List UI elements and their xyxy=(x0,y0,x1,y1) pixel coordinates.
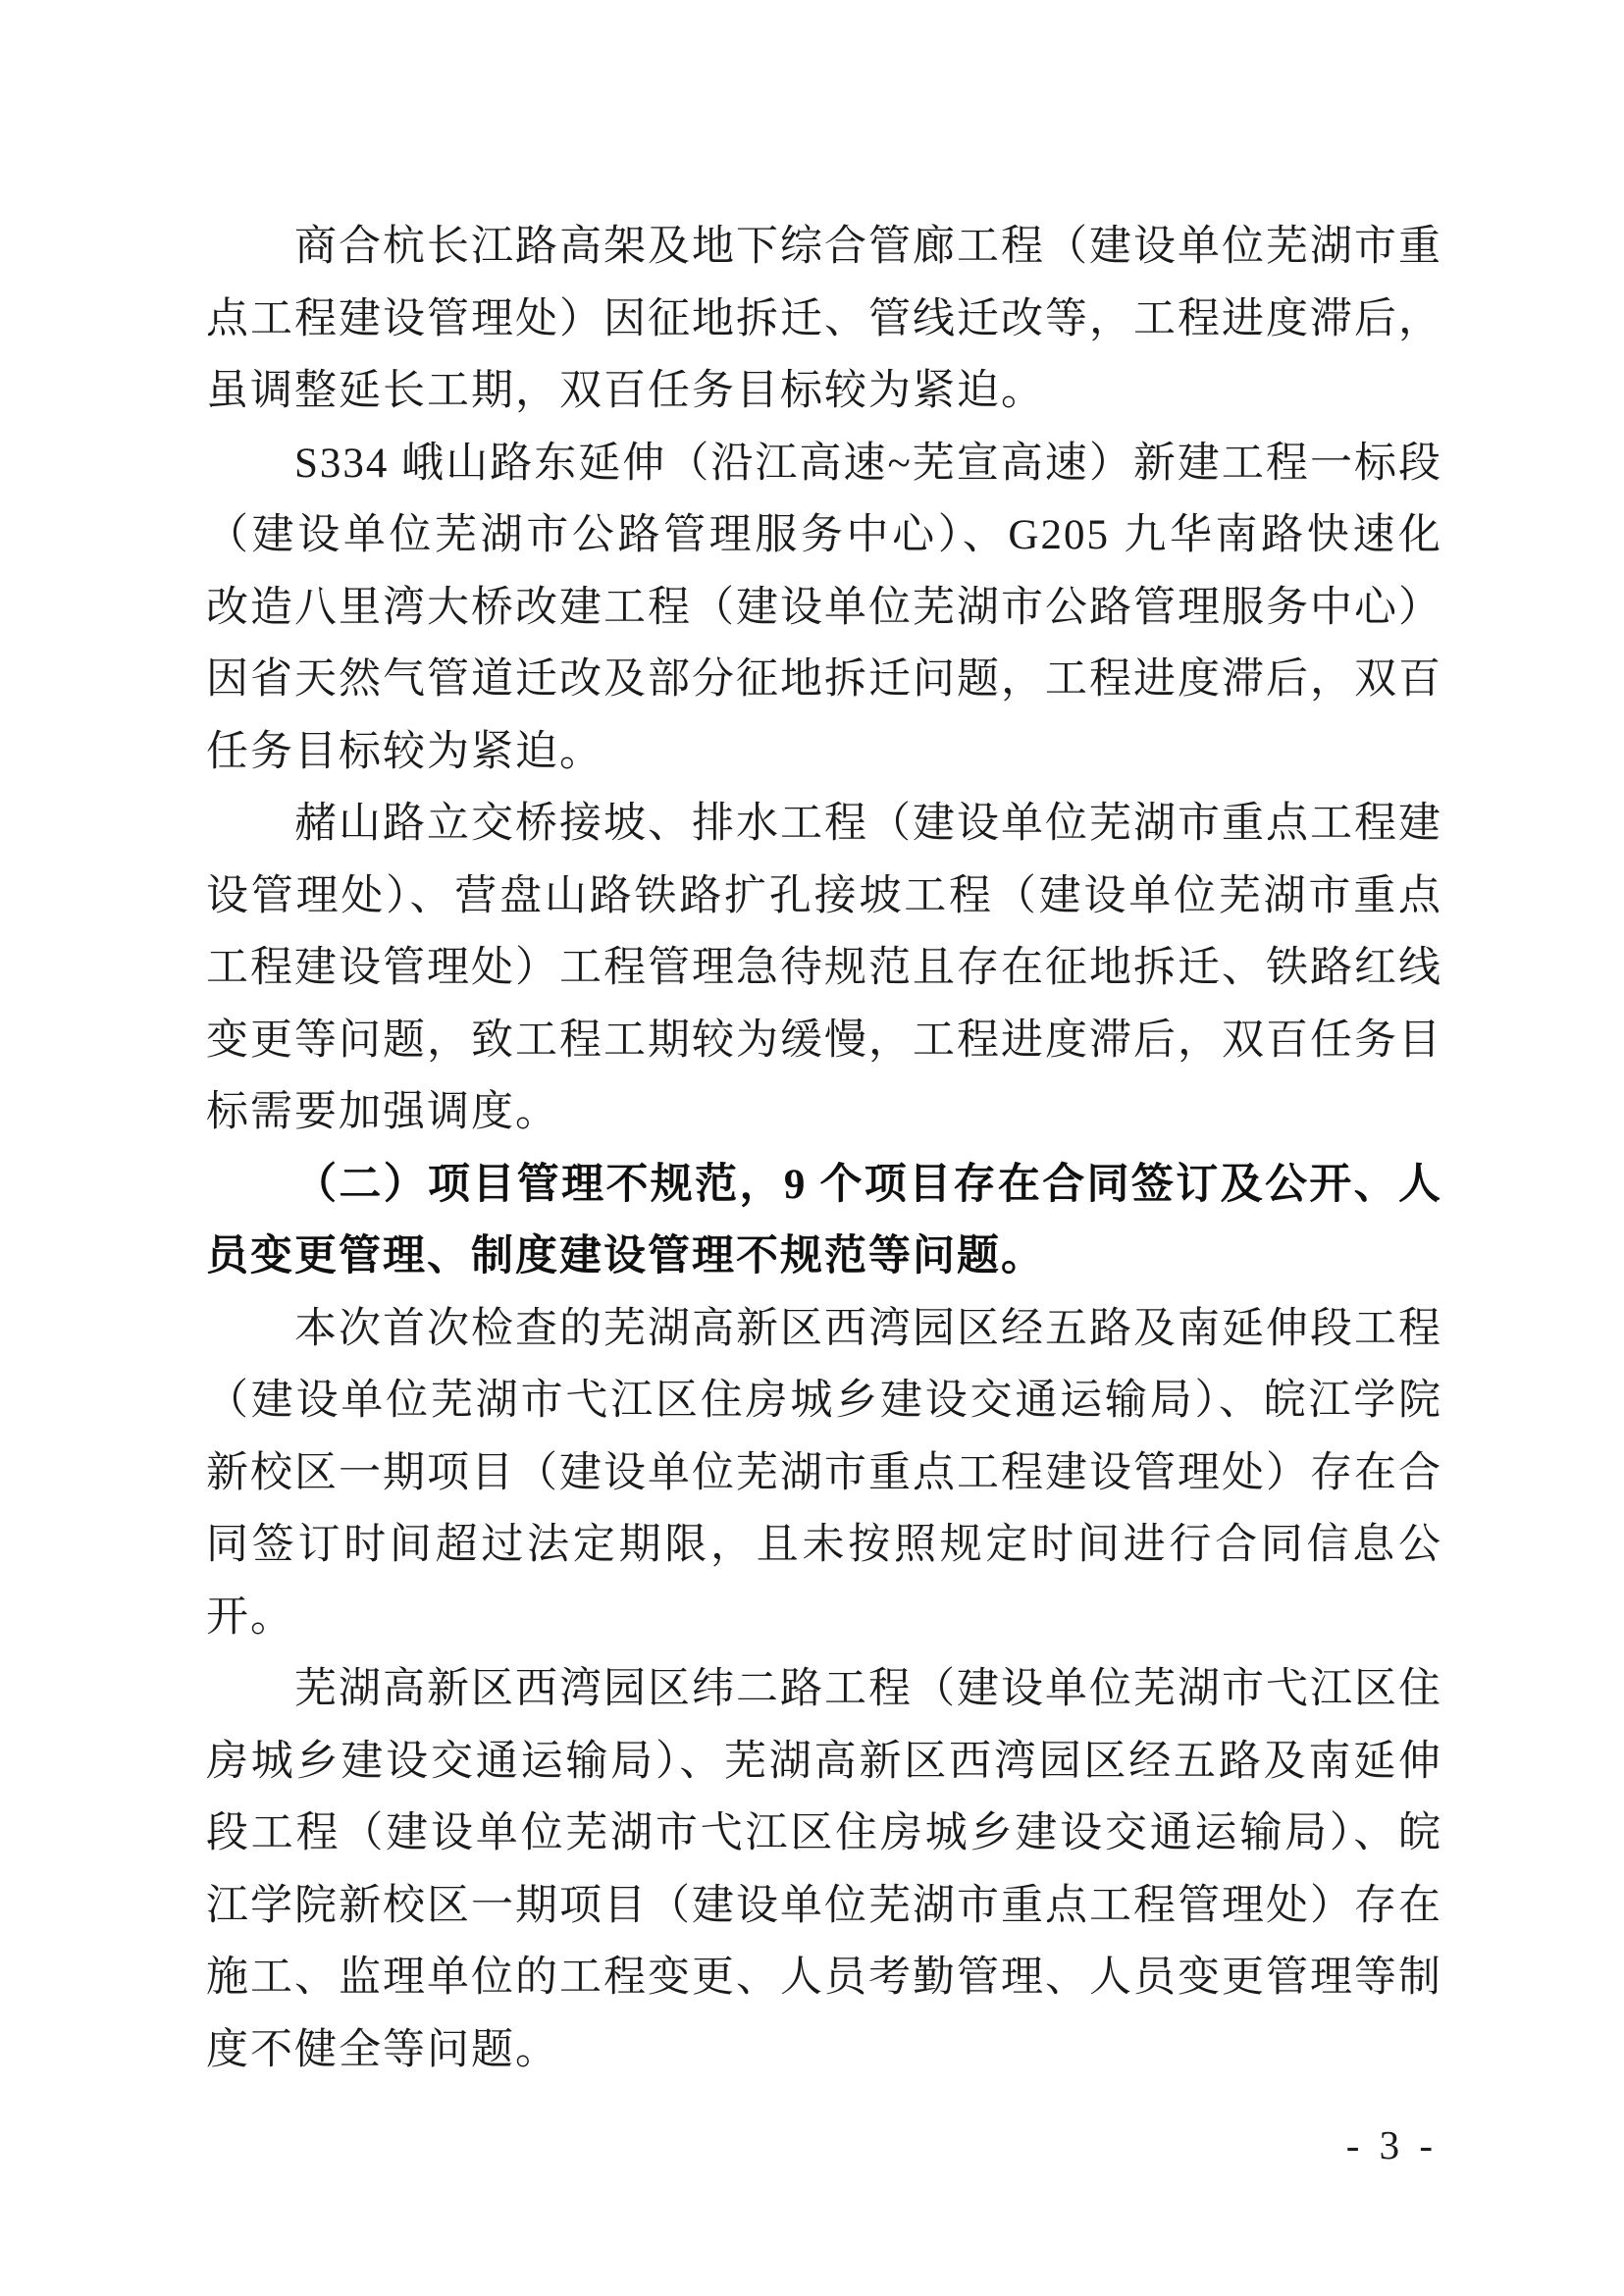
paragraph-management-system-issues: 芜湖高新区西湾园区纬二路工程（建设单位芜湖市弋江区住房城乡建设交通运输局）、芜湖高新区西湾园区经五路及南延伸段工程（建设单位芜湖市弋江区住房城乡建设交通运输局）、皖江学院新校区一期项目（建设单位芜湖市重点工程管理处）存在施工、监理单位的工程变更、人员考勤管理、人员变更管理等制度不健全等问题。 xyxy=(206,1666,1442,2073)
paragraph-contract-signing-issues: 本次首次检查的芜湖高新区西湾园区经五路及南延伸段工程（建设单位芜湖市弋江区住房城乡建设交通运输局）、皖江学院新校区一期项目（建设单位芜湖市重点工程建设管理处）存在合同签订时间超过法定期限，且未按照规定时间进行合同信息公开。 xyxy=(206,1305,1442,1641)
section-heading-2: （二）项目管理不规范，9 个项目存在合同签订及公开、人员变更管理、制度建设管理不规范等问题。 xyxy=(206,1161,1442,1279)
paragraph-s334-g205-projects: S334 峨山路东延伸（沿江高速~芜宣高速）新建工程一标段（建设单位芜湖市公路管理服务中心）、G205 九华南路快速化改造八里湾大桥改建工程（建设单位芜湖市公路管理服务中心）因省天然气管道迁改及部分征地拆迁问题，工程进度滞后，双百任务目标较为紧迫。 xyxy=(206,440,1442,775)
paragraph-zheshan-projects: 赭山路立交桥接坡、排水工程（建设单位芜湖市重点工程建设管理处）、营盘山路铁路扩孔接坡工程（建设单位芜湖市重点工程建设管理处）工程管理急待规范且存在征地拆迁、铁路红线变更等问题，致工程工期较为缓慢，工程进度滞后，双百任务目标需要加强调度。 xyxy=(206,801,1442,1135)
paragraph-shanghejiang-project: 商合杭长江路高架及地下综合管廊工程（建设单位芜湖市重点工程建设管理处）因征地拆迁、管线迁改等，工程进度滞后，虽调整延长工期，双百任务目标较为紧迫。 xyxy=(206,224,1442,414)
document-content xyxy=(206,211,1442,2086)
page-number: - 3 - xyxy=(1345,2122,1438,2167)
